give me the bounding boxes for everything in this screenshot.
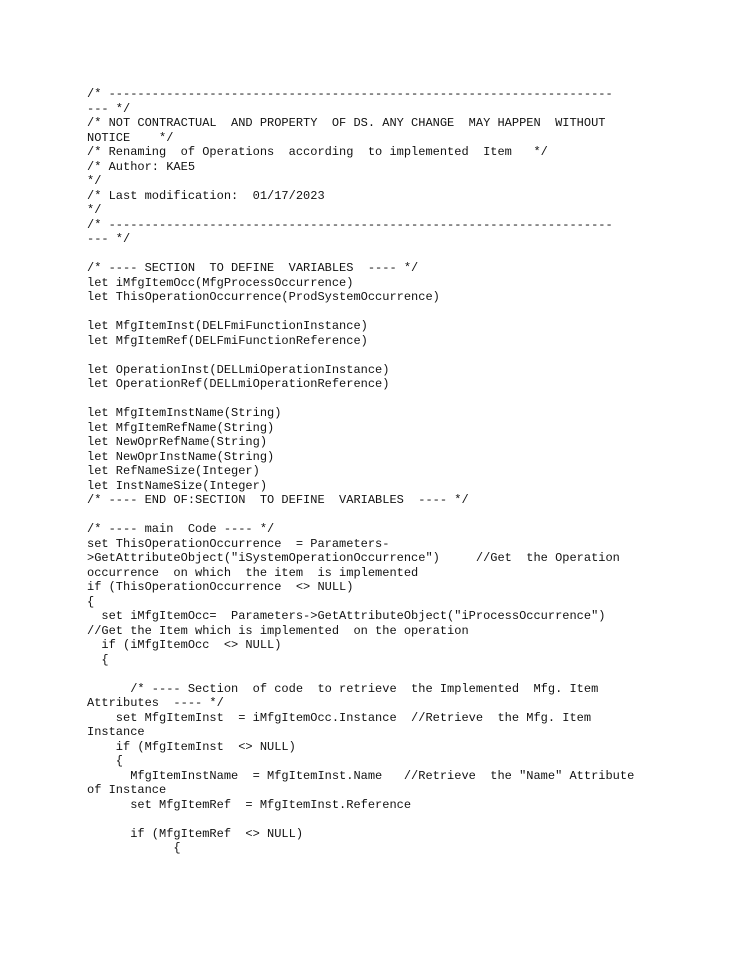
code-line — [87, 508, 707, 523]
code-line: { — [87, 841, 181, 855]
code-line: Attributes ---- */ — [87, 696, 224, 710]
code-line: let OperationInst(DELLmiOperationInstance) — [87, 362, 390, 377]
code-line: set MfgItemInst = iMfgItemOcc.Instance //Retrieve the Mfg. Item — [87, 710, 592, 725]
code-line: */ — [87, 203, 102, 217]
code-line: set ThisOperationOccurrence = Parameters- — [87, 536, 390, 551]
code-line: of Instance — [87, 783, 167, 797]
code-line: /* ---------------------------------------------------------------------- — [87, 87, 613, 101]
code-line: >GetAttributeObject("iSystemOperationOccurrence") //Get the Operation — [87, 551, 620, 565]
code-line: /* ---- Section of code to retrieve the Implemented Mfg. Item — [87, 681, 599, 696]
code-line — [87, 348, 707, 363]
code-line: occurrence on which the item is implemented — [87, 565, 419, 580]
code-line: */ — [87, 174, 102, 188]
code-line — [87, 305, 707, 320]
code-line: /* ---- END OF:SECTION TO DEFINE VARIABLES ---- */ — [87, 493, 469, 507]
code-line: let iMfgItemOcc(MfgProcessOccurrence) — [87, 275, 354, 290]
code-line: let InstNameSize(Integer) — [87, 478, 268, 493]
code-line: /* ---- main Code ---- */ — [87, 522, 275, 536]
code-line — [87, 392, 707, 407]
code-line: set MfgItemRef = MfgItemInst.Reference — [87, 797, 412, 812]
code-line: /* NOT CONTRACTUAL AND PROPERTY OF DS. ANY CHANGE MAY HAPPEN WITHOUT — [87, 116, 606, 130]
code-listing — [87, 87, 707, 856]
code-line: /* Renaming of Operations according to implemented Item */ — [87, 145, 548, 159]
code-line: /* Last modification: 01/17/2023 — [87, 188, 325, 203]
code-line: let MfgItemRef(DELFmiFunctionReference) — [87, 333, 368, 348]
code-line: MfgItemInstName = MfgItemInst.Name //Retrieve the "Name" Attribute — [87, 768, 635, 783]
code-line: if (iMfgItemOcc <> NULL) — [87, 638, 282, 652]
code-line — [87, 667, 707, 682]
code-line: /* ---------------------------------------------------------------------- — [87, 217, 613, 232]
code-line: let ThisOperationOccurrence(ProdSystemOccurrence) — [87, 290, 440, 304]
code-line: --- */ — [87, 232, 131, 246]
code-line: let MfgItemInst(DELFmiFunctionInstance) — [87, 319, 368, 333]
code-line: if (MfgItemRef <> NULL) — [87, 826, 304, 841]
code-line: let OperationRef(DELLmiOperationReference) — [87, 377, 390, 391]
code-line: if (ThisOperationOccurrence <> NULL) — [87, 580, 354, 594]
code-line: --- */ — [87, 101, 131, 116]
code-line: set iMfgItemOcc= Parameters->GetAttributeObject("iProcessOccurrence") — [87, 609, 606, 623]
code-line: { — [87, 594, 95, 609]
code-line: //Get the Item which is implemented on the operation — [87, 623, 469, 638]
code-line: { — [87, 754, 124, 768]
code-line: let NewOprRefName(String) — [87, 435, 268, 449]
code-line: Instance — [87, 725, 145, 739]
code-line: let RefNameSize(Integer) — [87, 464, 260, 478]
code-line: if (MfgItemInst <> NULL) — [87, 739, 296, 754]
code-line — [87, 247, 707, 262]
code-line: let MfgItemInstName(String) — [87, 406, 282, 420]
code-line — [87, 812, 707, 827]
code-line: let MfgItemRefName(String) — [87, 420, 275, 435]
code-line: NOTICE */ — [87, 130, 174, 145]
code-line: { — [87, 652, 109, 667]
code-line: /* Author: KAE5 — [87, 159, 196, 174]
code-line: let NewOprInstName(String) — [87, 449, 275, 464]
code-line: /* ---- SECTION TO DEFINE VARIABLES ---- */ — [87, 261, 419, 275]
